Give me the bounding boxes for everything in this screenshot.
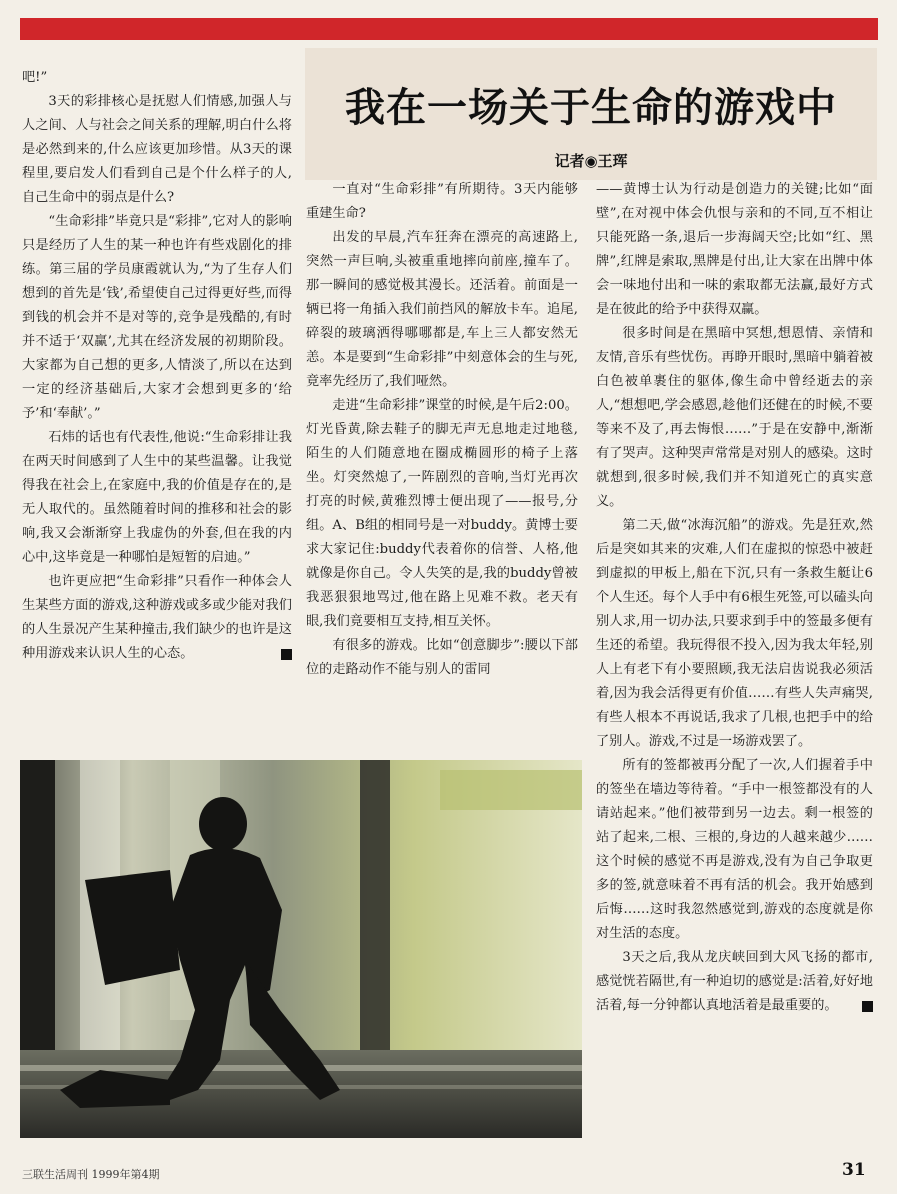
paragraph: 吧!” — [22, 70, 48, 85]
publication-info: 三联生活周刊 1999年第4期 — [22, 1168, 160, 1181]
red-header-bar — [20, 18, 878, 40]
paragraph: ——黄博士认为行动是创造力的关键;比如“面壁”,在对视中体会仇恨与亲和的不同,互不相让只能死路一条,退后一步海阔天空;比如“红、黑牌”,红牌是索取,黑牌是付出,让大家在出牌中体会一味地付出和一味的索取都无法赢,最好方式是在彼此的给予中获得双赢。 — [596, 182, 873, 317]
paragraph: 出发的早晨,汽车狂奔在漂亮的高速路上,突然一声巨响,头被重重地摔向前座,撞车了。那一瞬间的感觉极其漫长。还活着。前面是一辆已将一角插入我们前挡风的解放卡车。追尾,碎裂的玻璃洒得哪哪都是,车上三人都安然无恙。本是要到“生命彩排”中刻意体会的生与死,竟率先经历了,我们哑然。 — [306, 230, 578, 389]
middle-column — [306, 178, 578, 760]
paragraph: 也许更应把“生命彩排”只看作一种体会人生某些方面的游戏,这种游戏或多或少能对我们的人生景况产生某种撞击,我们缺少的也许是这种用游戏来认识人生的心态。 — [22, 574, 292, 661]
paragraph: 一直对“生命彩排”有所期待。3天内能够重建生命? — [306, 182, 578, 221]
paragraph: 走进“生命彩排”课堂的时候,是午后2:00。灯光昏黄,除去鞋子的脚无声无息地走过地毯,陌生的人们随意地在圈成椭圆形的椅子上落坐。灯突然熄了,一阵剧烈的音响,当灯光再次打亮的时候,黄雅烈博士便出现了——报号,分组。A、B组的相同号是一对buddy。黄博士要求大家记住:buddy代表着你的信誉、人格,他就像是你自己。令人失笑的是,我的buddy曾被我恶狠狠地骂过,他在路上见难不救。老天有眼,我们竟要相互支持,相互关怀。 — [306, 398, 578, 629]
paragraph: 所有的签都被再分配了一次,人们握着手中的签坐在墙边等待着。“手中一根签都没有的人请站起来。”他们被带到另一边去。剩一根签的站了起来,二根、三根的,身边的人越来越少……这个时候的感觉不再是游戏,没有为自己争取更多的签,就意味着不再有活的机会。我开始感到后悔……这时我忽然感觉到,游戏的态度就是你对生活的态度。 — [596, 758, 873, 941]
paragraph: “生命彩排”毕竟只是“彩排”,它对人的影响只是经历了人生的某一种也许有些戏剧化的排练。第三届的学员康霞就认为,“为了生存人们想到的首先是‘钱’,希望使自己过得更好些,而得到钱的机会并不是对等的,竞争是残酷的,有时并不适于‘双赢’,尤其在经济发展的初期阶段。大家都为自己想的更多,人情淡了,所以在达到一定的经济基础后,大家才会想到更多的‘给予’和‘奉献’。” — [22, 214, 292, 421]
paragraph: 3天之后,我从龙庆峡回到大风飞扬的都市,感觉恍若隔世,有一种迫切的感觉是:活着,好好地活着,每一分钟都认真地活着是最重要的。 — [596, 950, 873, 1013]
walking-person-image — [20, 760, 582, 1138]
byline: 记者◉王珲 — [554, 152, 628, 170]
paragraph: 第二天,做“冰海沉船”的游戏。先是狂欢,然后是突如其来的灾难,人们在虚拟的惊恐中被赶到虚拟的甲板上,船在下沉,只有一条救生艇让6个人生还。每个人手中有6根生死签,可以磕头向别人求,用一切办法,只要求到手中的签最多便有生还的希望。我玩得很不投入,因为我太年轻,别人上有老下有小要照顾,我无法启齿说我必须活着,因为我会活得更有价值……有些人失声痛哭,有些人根本不再说话,我求了几根,也把手中的给了别人。游戏,不过是一场游戏罢了。 — [596, 518, 873, 749]
page-number: 31 — [842, 1160, 866, 1180]
paragraph: 很多时间是在黑暗中冥想,想恩情、亲情和友情,音乐有些忧伤。再睁开眼时,黑暗中躺着被白色被单裹住的躯体,像生命中曾经逝去的亲人,“想想吧,学会感恩,趁他们还健在的时候,不要等来不及了,再去悔恨……”于是在安静中,渐渐有了哭声。这种哭声常常是对别人的感染。这时就想到,很多时候,我们并不知道死亡的真实意义。 — [596, 326, 873, 509]
title-block — [305, 48, 877, 180]
paragraph: 石炜的话也有代表性,他说:“生命彩排让我在两天时间感到了人生中的某些温馨。让我觉得我在社会上,在家庭中,我的价值是存在的,是无人取代的。虽然随着时间的推移和社会的影响,我又会渐渐穿上我虚伪的外套,但在我的内心中,这毕竟是一种哪怕是短暂的启迪。” — [22, 430, 292, 565]
left-column — [22, 66, 292, 666]
end-mark-icon — [281, 649, 292, 660]
article-title: 我在一场关于生命的游戏中 — [345, 85, 837, 131]
right-column — [596, 178, 873, 1018]
end-mark-icon — [862, 1001, 873, 1012]
paragraph: 3天的彩排核心是抚慰人们情感,加强人与人之间、人与社会之间关系的理解,明白什么将是必然到来的,什么应该更加珍惜。从3天的课程里,要启发人们看到自己是个什么样子的人,自己生命中的弱点是什么? — [22, 94, 292, 205]
silhouette-photo — [20, 760, 582, 1138]
paragraph: 有很多的游戏。比如“创意脚步”:腰以下部位的走路动作不能与别人的雷同 — [306, 638, 578, 677]
